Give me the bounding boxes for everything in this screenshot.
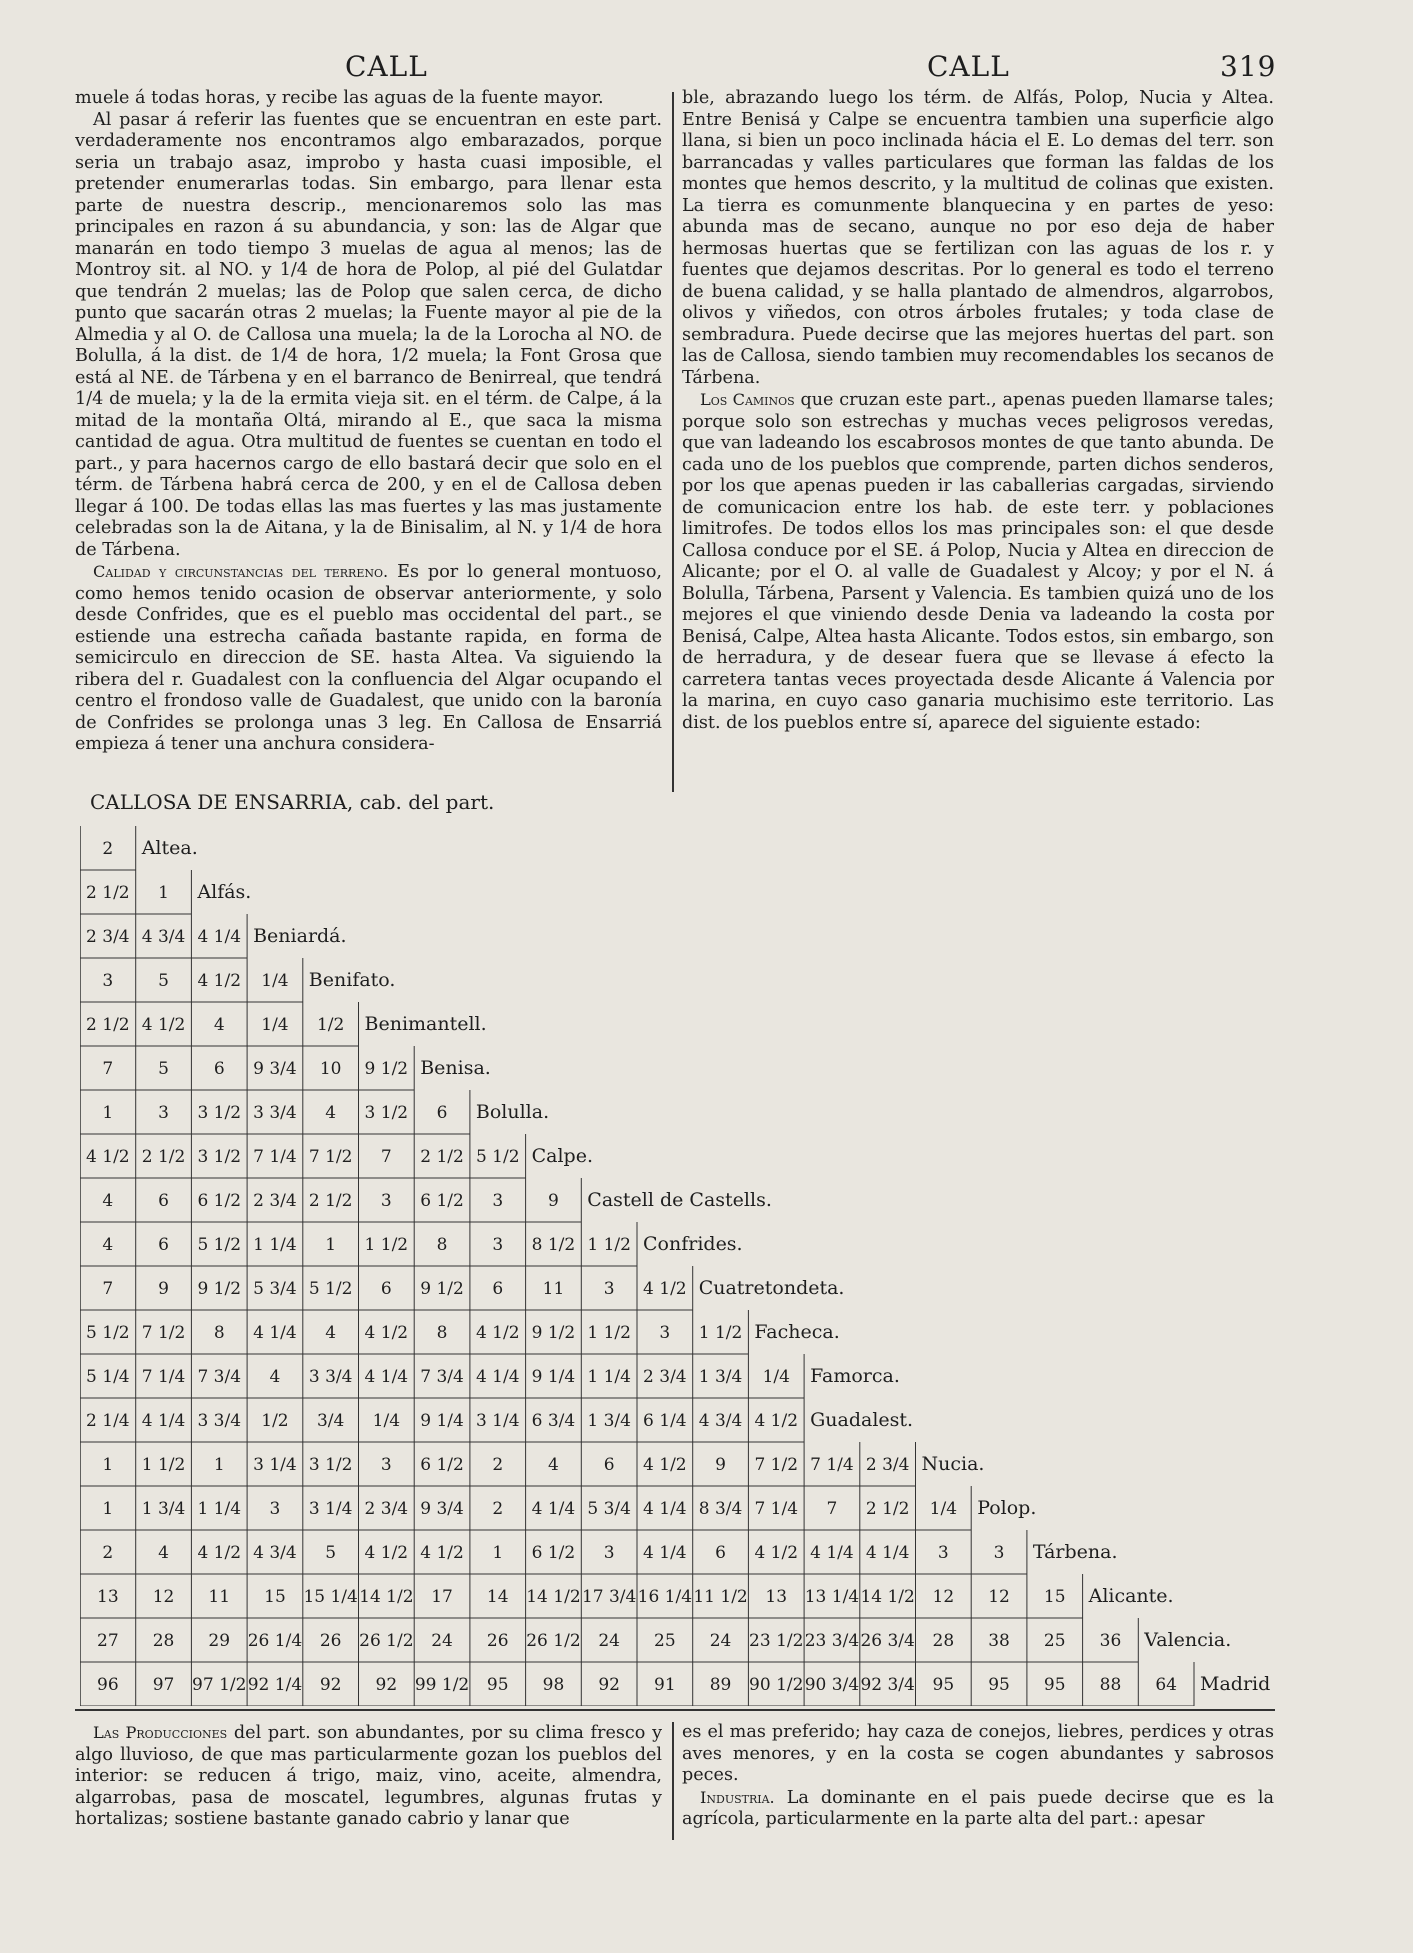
distance-cell: 3 (102, 971, 114, 991)
right-paragraph-2-body: que cruzan este part., apenas pueden llamarse tales; porque solo son estrechas y muchas veces peligrosos veredas, que van ladeando los escabrosos montes de que tanto abunda. De cada uno de los pueblos que comprende, parten dichos senderos, por los que apenas pueden ir las caballerias cargadas, sirviendo de comunicacion entre los hab. de este terr. y poblaciones limitrofes. De todos ellos los mas principales son: el que desde Callosa conduce por el SE. á Polop, Nucia y Altea en direccion de Alicante; por el O. al valle de Guadalest y Alcoy; y por el N. á Bolulla, Tárbena, Parsent y Valencia. Es tambien quizá uno de los mejores el que viniendo desde Denia va ladeando la costa por Benisá, Calpe, Altea hasta Alicante. Todos estos, sin embargo, son de herradura, y de desear fuera que se llevase á efecto la carretera tantas veces proyectada desde Alicante á Valencia por la marina, en cuyo caso ganaria muchisimo este territorio. Las dist. de los pueblos entre sí, aparece del siguiente estado: (682, 390, 1274, 733)
distance-cell: 1/4 (929, 1499, 958, 1519)
distance-cell: 13 (97, 1587, 119, 1607)
distance-cell: 26 1/2 (526, 1631, 581, 1651)
distance-cell: 95 (486, 1675, 509, 1695)
distance-cell: 27 (97, 1631, 119, 1651)
distance-cell: 4 1/2 (643, 1279, 687, 1299)
distance-cell: 9 1/4 (420, 1411, 464, 1431)
town-label: Calpe. (531, 1145, 593, 1167)
distance-cell: 3 3/4 (253, 1103, 297, 1123)
town-label: Castell de Castells. (587, 1189, 772, 1211)
distance-cell: 6 3/4 (531, 1411, 576, 1431)
distance-cell: 2 (492, 1455, 504, 1475)
town-label: Polop. (977, 1497, 1037, 1519)
distance-cell: 26 1/2 (359, 1631, 414, 1651)
distance-cell: 1 3/4 (141, 1499, 186, 1519)
distance-cell: 3 (937, 1543, 949, 1563)
distance-cell: 7 3/4 (420, 1367, 464, 1387)
distance-cell: 4 (213, 1015, 225, 1035)
distance-cell: 4 1/2 (643, 1455, 687, 1475)
distance-cell: 7 (380, 1147, 392, 1167)
distance-cell: 28 (152, 1631, 175, 1651)
distance-cell: 13 1/4 (804, 1587, 860, 1607)
distance-cell: 3 1/2 (364, 1103, 409, 1123)
distance-cell: 89 (709, 1675, 732, 1695)
distance-cell: 9 1/2 (531, 1323, 576, 1343)
distance-cell: 6 (213, 1059, 225, 1079)
distance-cell: 12 (152, 1587, 175, 1607)
distance-cell: 10 (319, 1059, 342, 1079)
distance-cell: 24 (431, 1631, 453, 1651)
distance-cell: 7 (102, 1059, 114, 1079)
distance-cell: 4 (102, 1235, 114, 1255)
left-paragraph-3 (75, 561, 662, 756)
distance-cell: 12 (988, 1587, 1010, 1607)
caza-paragraph: es el mas preferido; hay caza de conejos, liebres, perdices y otras aves menores, y en la costa se cogen abundantes y sabrosos peces. (682, 1722, 1274, 1785)
distance-cell: 3 1/4 (308, 1499, 353, 1519)
distance-cell: 92 (598, 1675, 620, 1695)
town-label: Nucia. (921, 1453, 985, 1475)
distance-cell: 7 (102, 1279, 114, 1299)
distance-cell: 15 (264, 1587, 286, 1607)
distance-cell: 4 1/4 (643, 1499, 687, 1519)
distance-cell: 14 1/2 (359, 1587, 414, 1607)
distance-cell: 2 1/2 (865, 1499, 910, 1519)
distance-cell: 1 3/4 (698, 1367, 743, 1387)
distance-cell: 3 (603, 1543, 615, 1563)
distance-cell: 7 1/4 (754, 1499, 799, 1519)
left-paragraph-2: Al pasar á referir las fuentes que se encuentran en este part. verdaderamente nos encontramos algo embarazados, porque seria un trabajo asaz, improbo y hasta cuasi imposible, el pretender enumerarlas todas. Sin embargo, para llenar esta parte de nuestra descrip., mencionaremos solo las mas principales en razon á su abundancia, y son: las de Algar que manarán en todo tiempo 3 muelas de agua al menos; las de Montroy sit. al NO. y 1/4 de hora de Polop, al pié del Gulatdar que tendrán 2 muelas; las de Polop que salen cerca, de dicho punto que sacarán otras 2 muelas; la Fuente mayor al pie de la Almedia y al O. de Callosa una muela; la de la Lorocha al NO. de Bolulla, á la dist. de 1/4 de hora, 1/2 muela; la Font Grosa que está al NE. de Tárbena y en el barranco de Benirreal, que tendrá 1/4 de muela; y la de la ermita vieja sit. en el térm. de Calpe, á la mitad de la montaña Oltá, mirando al E., que saca la misma cantidad de agua. Otra multitud de fuentes se cuentan en todo el part., y para hacernos cargo de ello bastará decir que solo en el térm. de Tárbena habrá cerca de 200, y en el de Callosa deben llegar á 100. De todas ellas las mas fuertes y las mas justamente celebradas son la de Aitana, y la de Binisalim, al N. y 1/4 de hora de Tárbena. (75, 109, 662, 560)
distance-cell: 4 (548, 1455, 559, 1475)
distance-cell: 23 3/4 (804, 1631, 860, 1651)
table-bottom-rule (75, 1709, 1275, 1711)
distance-cell: 26 3/4 (860, 1631, 915, 1651)
distance-cell: 1 (213, 1455, 225, 1475)
distance-cell: 2 3/4 (253, 1191, 297, 1211)
distance-cell: 5 3/4 (253, 1279, 297, 1299)
bottom-left-column (75, 1722, 662, 1840)
left-paragraph-1: muele á todas horas, y recibe las aguas de la fuente mayor. (75, 88, 604, 108)
distance-table (80, 826, 1275, 1706)
distance-cell: 3 1/2 (197, 1147, 242, 1167)
distance-cell: 3 (269, 1499, 281, 1519)
distance-cell: 16 1/4 (637, 1587, 693, 1607)
distance-cell: 2 (102, 1543, 114, 1563)
distance-cell: 3 3/4 (308, 1367, 353, 1387)
distance-cell: 1/4 (261, 971, 289, 991)
distance-cell: 1 1/4 (587, 1367, 631, 1387)
section-heading-terreno: Calidad y circunstancias del terreno. (93, 562, 389, 581)
distance-cell: 2 3/4 (86, 927, 130, 947)
productions-paragraph (75, 1722, 662, 1831)
distance-cell: 4 1/4 (475, 1367, 520, 1387)
distance-cell: 14 1/2 (526, 1587, 581, 1607)
town-label: Bolulla. (475, 1101, 550, 1123)
distance-cell: 1/2 (316, 1015, 345, 1035)
distance-cell: 95 (1043, 1675, 1066, 1695)
table-title: CALLOSA DE ENSARRIA, cab. del part. (90, 790, 495, 814)
distance-cell: 3 (380, 1191, 392, 1211)
industria-paragraph (682, 1787, 1274, 1831)
distance-cell: 1/4 (762, 1367, 790, 1387)
town-label: Benisa. (420, 1057, 491, 1079)
distance-cell: 13 (765, 1587, 788, 1607)
distance-cell: 8 1/2 (531, 1235, 576, 1255)
distance-cell: 8 3/4 (698, 1499, 743, 1519)
distance-cell: 5 (158, 1059, 169, 1079)
section-heading-producciones: Las Producciones (93, 1723, 228, 1742)
distance-cell: 15 1/4 (303, 1587, 358, 1607)
distance-cell: 7 1/2 (141, 1323, 186, 1343)
distance-cell: 2 1/2 (86, 1015, 130, 1035)
distance-cell: 8 (436, 1235, 448, 1255)
distance-cell: 9 (548, 1191, 559, 1211)
distance-cell: 26 1/4 (247, 1631, 303, 1651)
distance-cell: 2 1/2 (308, 1191, 353, 1211)
distance-cell: 6 (715, 1543, 726, 1563)
distance-cell: 97 (152, 1675, 175, 1695)
distance-cell: 8 (436, 1323, 448, 1343)
distance-cell: 6 1/4 (643, 1411, 687, 1431)
distance-cell: 11 (208, 1587, 231, 1607)
distance-cell: 3 (492, 1235, 504, 1255)
left-column (75, 88, 662, 812)
distance-cell: 5 1/2 (475, 1147, 520, 1167)
distance-cell: 5 1/2 (308, 1279, 353, 1299)
town-label: Valencia. (1144, 1629, 1232, 1651)
distance-cell: 4 3/4 (253, 1543, 297, 1563)
column-divider (672, 92, 674, 792)
distance-cell: 3 1/4 (475, 1411, 520, 1431)
distance-cell: 90 3/4 (804, 1675, 860, 1695)
distance-cell: 3 (659, 1323, 671, 1343)
distance-cell: 17 (431, 1587, 453, 1607)
distance-cell: 36 (1099, 1631, 1122, 1651)
distance-cell: 4 1/4 (810, 1543, 854, 1563)
town-label: Confrides. (643, 1233, 743, 1255)
town-label: Benifato. (308, 969, 396, 991)
distance-cell: 3 (158, 1103, 169, 1123)
distance-cell: 2 1/4 (86, 1411, 130, 1431)
distance-cell: 92 (375, 1675, 398, 1695)
distance-cell: 6 (603, 1455, 615, 1475)
distance-cell: 2 3/4 (364, 1499, 409, 1519)
distance-cell: 4 1/2 (86, 1147, 130, 1167)
distance-cell: 1 1/2 (364, 1235, 409, 1255)
bottom-right-column (682, 1722, 1274, 1840)
distance-cell: 1 (102, 1455, 114, 1475)
distance-cell: 5 (325, 1543, 337, 1563)
distance-cell: 6 (158, 1191, 169, 1211)
distance-cell: 1 (158, 883, 169, 903)
distance-cell: 24 (598, 1631, 620, 1651)
left-running-head: CALL (345, 50, 428, 83)
distance-cell: 9 1/4 (531, 1367, 576, 1387)
distance-cell: 38 (988, 1631, 1010, 1651)
town-label: Alfás. (197, 881, 252, 903)
distance-cell: 4 1/2 (475, 1323, 520, 1343)
distance-cell: 4 3/4 (141, 927, 186, 947)
distance-cell: 3 (603, 1279, 615, 1299)
distance-cell: 5 1/4 (86, 1367, 130, 1387)
distance-cell: 17 3/4 (581, 1587, 637, 1607)
distance-cell: 3 1/4 (253, 1455, 297, 1475)
distance-cell: 1 1/2 (587, 1323, 631, 1343)
distance-cell: 3 1/2 (308, 1455, 353, 1475)
distance-cell: 96 (97, 1675, 119, 1695)
distance-cell: 4 1/4 (643, 1543, 687, 1563)
distance-cell: 3 (380, 1455, 392, 1475)
distance-cell: 92 1/4 (247, 1675, 303, 1695)
distance-cell: 1 1/4 (197, 1499, 242, 1519)
distance-cell: 95 (932, 1675, 955, 1695)
distance-cell: 2 (102, 839, 114, 859)
distance-cell: 25 (1043, 1631, 1066, 1651)
distance-cell: 1/4 (372, 1411, 401, 1431)
distance-cell: 26 (486, 1631, 509, 1651)
town-label: Altea. (141, 837, 198, 859)
distance-cell: 23 1/2 (749, 1631, 804, 1651)
page-number: 319 (1220, 50, 1277, 83)
productions-body: del part. son abundantes, por su clima fresco y algo lluvioso, de que mas particularmente gozan los pueblos del interior: se reducen á trigo, maiz, vino, aceite, almendra, algarrobas, pasa de moscatel, legumbres, algunas frutas y hortalizas; sostiene bastante ganado cabrio y lanar que (75, 1723, 662, 1829)
distance-cell: 4 1/2 (754, 1543, 799, 1563)
distance-cell: 4 1/2 (420, 1543, 464, 1563)
distance-cell: 7 1/4 (253, 1147, 297, 1167)
distance-cell: 2 1/2 (141, 1147, 186, 1167)
town-label: Tárbena. (1032, 1541, 1118, 1563)
distance-cell: 4 1/2 (141, 1015, 186, 1035)
distance-cell: 28 (932, 1631, 955, 1651)
distance-cell: 2 1/2 (420, 1147, 464, 1167)
distance-cell: 90 1/2 (749, 1675, 804, 1695)
distance-cell: 1 (325, 1235, 337, 1255)
distance-cell: 5 1/2 (86, 1323, 130, 1343)
distance-cell: 1 1/2 (587, 1235, 631, 1255)
distance-cell: 9 1/2 (364, 1059, 409, 1079)
distance-cell: 7 1/2 (308, 1147, 353, 1167)
distance-cell: 1/4 (261, 1015, 289, 1035)
distance-cell: 4 1/2 (754, 1411, 799, 1431)
distance-cell: 8 (213, 1323, 225, 1343)
distance-cell: 2 3/4 (643, 1367, 687, 1387)
distance-cell: 3/4 (316, 1411, 345, 1431)
distance-cell: 1/2 (261, 1411, 289, 1431)
distance-cell: 7 (826, 1499, 838, 1519)
distance-cell: 4 1/4 (364, 1367, 409, 1387)
distance-cell: 4 1/4 (865, 1543, 910, 1563)
town-label: Cuatretondeta. (698, 1277, 845, 1299)
distance-cell: 98 (542, 1675, 565, 1695)
town-label: Beniardá. (253, 925, 347, 947)
distance-cell: 14 (486, 1587, 509, 1607)
distance-cell: 1 (102, 1103, 114, 1123)
distance-cell: 4 (325, 1323, 337, 1343)
right-paragraph-1: ble, abrazando luego los térm. de Alfás, Polop, Nucia y Altea. Entre Benisá y Calpe se encuentra tambien una superficie algo llana, si bien un poco inclinada hácia el E. Lo demas del terr. son barrancadas y valles particulares que forman las faldas de los montes que hemos descrito, y la multitud de colinas que existen. La tierra es comunmente blanquecina y en partes de yeso: abunda mas de secano, aunque no por eso deja de haber hermosas huertas que se fertilizan con las aguas de los r. y fuentes que dejamos descritas. Por lo general es todo el terreno de buena calidad, y se halla plantado de almendros, algarrobos, olivos y viñedos, con otros árboles frutales; y toda clase de sembradura. Puede decirse que las mejores huertas del part. son las de Callosa, siendo tambien muy recomendables los secanos de Tárbena. (682, 88, 1274, 388)
distance-cell: 6 (380, 1279, 392, 1299)
right-column (682, 88, 1274, 812)
distance-cell: 6 (158, 1235, 169, 1255)
town-label: Alicante. (1088, 1585, 1174, 1607)
town-label: Famorca. (810, 1365, 900, 1387)
distance-cell: 1 (102, 1499, 114, 1519)
distance-cell: 1 3/4 (587, 1411, 631, 1431)
distance-cell: 12 (932, 1587, 955, 1607)
distance-cell: 2 3/4 (865, 1455, 910, 1475)
distance-cell: 4 1/4 (141, 1411, 186, 1431)
distance-cell: 2 1/2 (86, 883, 130, 903)
distance-cell: 3 3/4 (197, 1411, 242, 1431)
distance-cell: 4 (158, 1543, 169, 1563)
distance-cell: 5 1/2 (197, 1235, 242, 1255)
distance-cell: 9 3/4 (420, 1499, 464, 1519)
distance-cell: 2 (492, 1499, 504, 1519)
distance-cell: 6 (436, 1103, 448, 1123)
distance-cell: 29 (208, 1631, 231, 1651)
distance-cell: 4 1/4 (253, 1323, 297, 1343)
distance-cell: 97 1/2 (192, 1675, 247, 1695)
distance-cell: 4 1/4 (531, 1499, 576, 1519)
distance-cell: 6 1/2 (197, 1191, 242, 1211)
distance-cell: 88 (1099, 1675, 1122, 1695)
section-heading-industria: Industria. (700, 1787, 775, 1807)
distance-cell: 3 (492, 1191, 504, 1211)
distance-cell: 15 (1043, 1587, 1066, 1607)
left-paragraph-3-body: Es por lo general montuoso, como hemos tenido ocasion de observar anteriormente, y solo desde Confrides, que es el pueblo mas occidental del part., se estiende una estrecha cañada bastante rapida, en forma de semicirculo en direccion de SE. hasta Altea. Va siguiendo la ribera del r. Guadalest con la confluencia del Algar ocupando el centro el frondoso valle de Guadalest, que unido con la baronía de Confrides se prolonga unas 3 leg. En Callosa de Ensarriá empieza á tener una anchura considera- (75, 562, 662, 754)
distance-cell: 4 1/2 (197, 971, 242, 991)
distance-cell: 4 (102, 1191, 114, 1211)
distance-cell: 91 (654, 1675, 676, 1695)
distance-table-grid (80, 826, 1275, 1706)
distance-cell: 5 3/4 (587, 1499, 631, 1519)
distance-cell: 7 1/4 (141, 1367, 186, 1387)
distance-cell: 9 3/4 (253, 1059, 297, 1079)
distance-cell: 92 (319, 1675, 342, 1695)
distance-cell: 24 (709, 1631, 732, 1651)
bottom-column-divider (672, 1722, 674, 1840)
distance-cell: 99 1/2 (414, 1675, 470, 1695)
distance-cell: 95 (988, 1675, 1010, 1695)
distance-cell: 6 1/2 (531, 1543, 576, 1563)
distance-cell: 9 1/2 (420, 1279, 464, 1299)
town-label: Madrid (1200, 1673, 1271, 1695)
distance-cell: 64 (1155, 1675, 1177, 1695)
distance-cell: 4 1/4 (197, 927, 242, 947)
distance-cell: 11 (542, 1279, 565, 1299)
distance-cell: 92 3/4 (860, 1675, 915, 1695)
distance-cell: 1 1/2 (698, 1323, 743, 1343)
distance-cell: 4 1/2 (364, 1543, 409, 1563)
distance-cell: 11 1/2 (693, 1587, 748, 1607)
distance-cell: 3 1/2 (197, 1103, 242, 1123)
distance-cell: 9 1/2 (197, 1279, 242, 1299)
section-heading-caminos: Los Caminos (700, 390, 795, 409)
distance-cell: 4 1/2 (364, 1323, 409, 1343)
distance-cell: 14 1/2 (860, 1587, 915, 1607)
distance-cell: 6 1/2 (420, 1455, 464, 1475)
distance-cell: 3 (993, 1543, 1005, 1563)
distance-cell: 25 (654, 1631, 676, 1651)
distance-cell: 1 1/4 (253, 1235, 297, 1255)
distance-cell: 5 (158, 971, 169, 991)
industria-body: La dominante en el pais puede decirse que es la agrícola, particularmente en la parte alta del part.: apesar (682, 1787, 1274, 1829)
town-label: Benimantell. (364, 1013, 487, 1035)
distance-cell: 1 (492, 1543, 504, 1563)
distance-cell: 7 1/2 (754, 1455, 799, 1475)
distance-cell: 9 (715, 1455, 726, 1475)
distance-cell: 7 1/4 (810, 1455, 854, 1475)
town-label: Guadalest. (810, 1409, 914, 1431)
town-label: Facheca. (754, 1321, 840, 1343)
distance-cell: 9 (158, 1279, 169, 1299)
distance-cell: 6 1/2 (420, 1191, 464, 1211)
distance-cell: 4 (325, 1103, 337, 1123)
distance-cell: 6 (492, 1279, 504, 1299)
distance-cell: 1 1/2 (141, 1455, 186, 1475)
distance-cell: 4 (269, 1367, 281, 1387)
right-running-head: CALL (927, 50, 1010, 83)
distance-cell: 7 3/4 (197, 1367, 242, 1387)
distance-cell: 4 1/2 (197, 1543, 242, 1563)
distance-cell: 4 3/4 (698, 1411, 743, 1431)
right-paragraph-2 (682, 389, 1274, 734)
distance-cell: 26 (319, 1631, 342, 1651)
